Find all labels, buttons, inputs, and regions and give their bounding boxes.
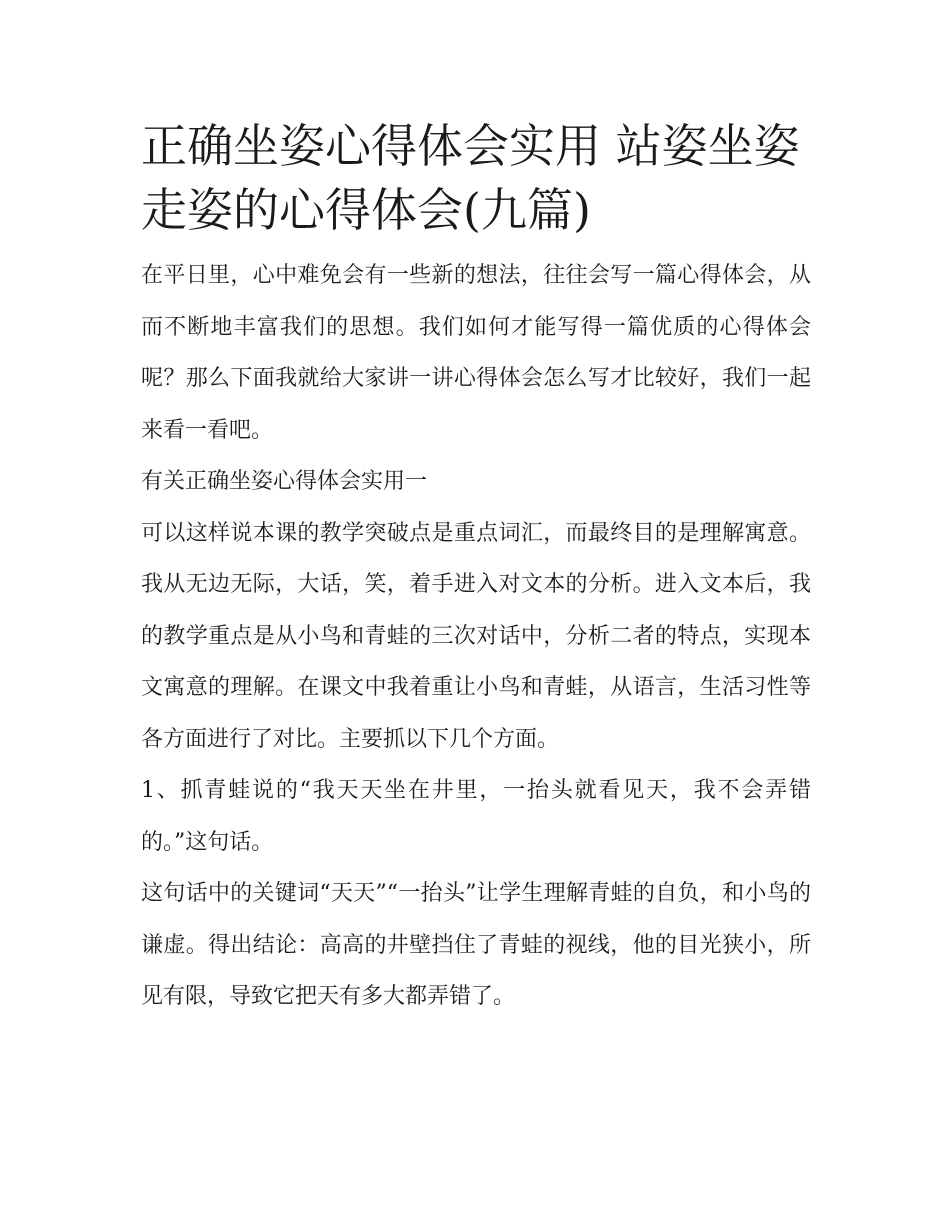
- paragraph-analysis: 这句话中的关键词“天天”“一抬头”让学生理解青蛙的自负，和小鸟的谦虚。得出结论：高高的井壁挡住了青蛙的视线，他的目光狭小，所见有限，导致它把天有多大都弄错了。: [141, 881, 811, 1009]
- paragraph-body: 可以这样说本课的教学突破点是重点词汇，而最终目的是理解寓意。我从无边无际，大话，笑，着手进入对文本的分析。进入文本后，我的教学重点是从小鸟和青蛙的三次对话中，分析二者的特点，实现本文寓意的理解。在课文中我着重让小鸟和青蛙，从语言，生活习性等各方面进行了对比。主要抓以下几个方面。: [141, 520, 811, 752]
- paragraph-intro: 在平日里，心中难免会有一些新的想法，往往会写一篇心得体会，从而不断地丰富我们的思想。我们如何才能写得一篇优质的心得体会呢？那么下面我就给大家讲一讲心得体会怎么写才比较好，我们一起来看一看吧。: [141, 263, 811, 443]
- section-heading: 有关正确坐姿心得体会实用一: [141, 469, 428, 494]
- document-title: 正确坐姿心得体会实用 站姿坐姿走姿的心得体会(九篇): [141, 119, 800, 237]
- document-body: [141, 114, 811, 1023]
- paragraph-point-1: 1、抓青蛙说的“我天天坐在井里，一抬头就看见天，我不会弄错的。”这句话。: [141, 778, 811, 855]
